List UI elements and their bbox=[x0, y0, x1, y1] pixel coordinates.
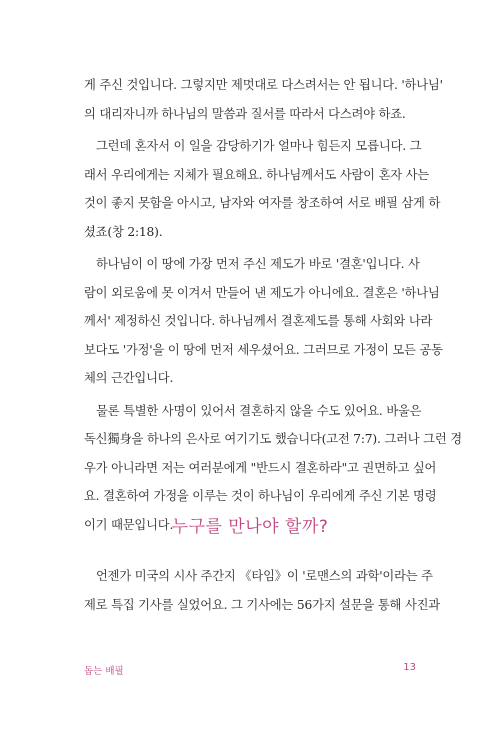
text-line: 요. 결혼하여 가정을 이루는 것이 하나님이 우리에게 주신 기본 명령 bbox=[84, 489, 437, 503]
text-line: 게 주신 것입니다. 그렇지만 제멋대로 다스려서는 안 됩니다. '하나님' bbox=[84, 78, 443, 92]
text-line: 하나님이 이 땅에 가장 먼저 주신 제도가 바로 '결혼'입니다. 사 bbox=[96, 257, 420, 271]
text-line: 래서 우리에게는 지체가 필요해요. 하나님께서도 사람이 혼자 사는 bbox=[84, 167, 429, 182]
body-text-continued bbox=[84, 562, 440, 619]
text-line: 그런데 혼자서 이 일을 감당하기가 얼마나 힘든지 모릅니다. 그 bbox=[96, 139, 422, 153]
page-number: 13 bbox=[403, 662, 416, 673]
section-heading: 누구를 만나야 할까? bbox=[171, 517, 329, 537]
text-line: 언젠가 미국의 시사 주간지 《타임》이 '로맨스의 과학'이라는 주 bbox=[96, 569, 433, 583]
text-line: 독신獨身을 하나의 은사로 여기기도 했습니다(고전 7:7). 그러나 그런 경 bbox=[84, 432, 462, 446]
paragraph-5 bbox=[84, 562, 440, 619]
text-line: 람이 외로움에 못 이겨서 만들어 낸 제도가 아니에요. 결혼은 '하나님 bbox=[84, 285, 440, 300]
text-line: 보다도 '가정'을 이 땅에 먼저 세우셨어요. 그러므로 가정이 모든 공동 bbox=[84, 342, 443, 357]
running-footer-title: 돕는 배필 bbox=[84, 666, 124, 677]
paragraph-2 bbox=[84, 132, 441, 246]
text-line: 께서' 제정하신 것입니다. 하나님께서 결혼제도를 통해 사회와 나라 bbox=[84, 314, 433, 328]
text-line: 셨죠(창 2:18). bbox=[84, 224, 163, 239]
text-line: 것이 좋지 못함을 아시고, 남자와 여자를 창조하여 서로 배필 삼게 하 bbox=[84, 196, 441, 210]
body-text bbox=[84, 71, 462, 539]
text-line: 우가 아니라면 저는 여러분에게 "반드시 결혼하라"고 권면하고 싶어 bbox=[84, 460, 437, 475]
text-line: 제로 특집 기사를 실었어요. 그 기사에는 56가지 설문을 통해 사진과 bbox=[84, 597, 440, 612]
paragraph-1 bbox=[84, 71, 443, 128]
paragraph-3 bbox=[84, 250, 443, 393]
text-line: 체의 근간입니다. bbox=[84, 371, 174, 385]
text-line: 이기 때문입니다. bbox=[84, 517, 174, 532]
text-line: 의 대리자니까 하나님의 말씀과 질서를 따라서 다스려야 하죠. bbox=[84, 106, 406, 121]
text-line: 물론 특별한 사명이 있어서 결혼하지 않을 수도 있어요. 바울은 bbox=[96, 403, 422, 418]
